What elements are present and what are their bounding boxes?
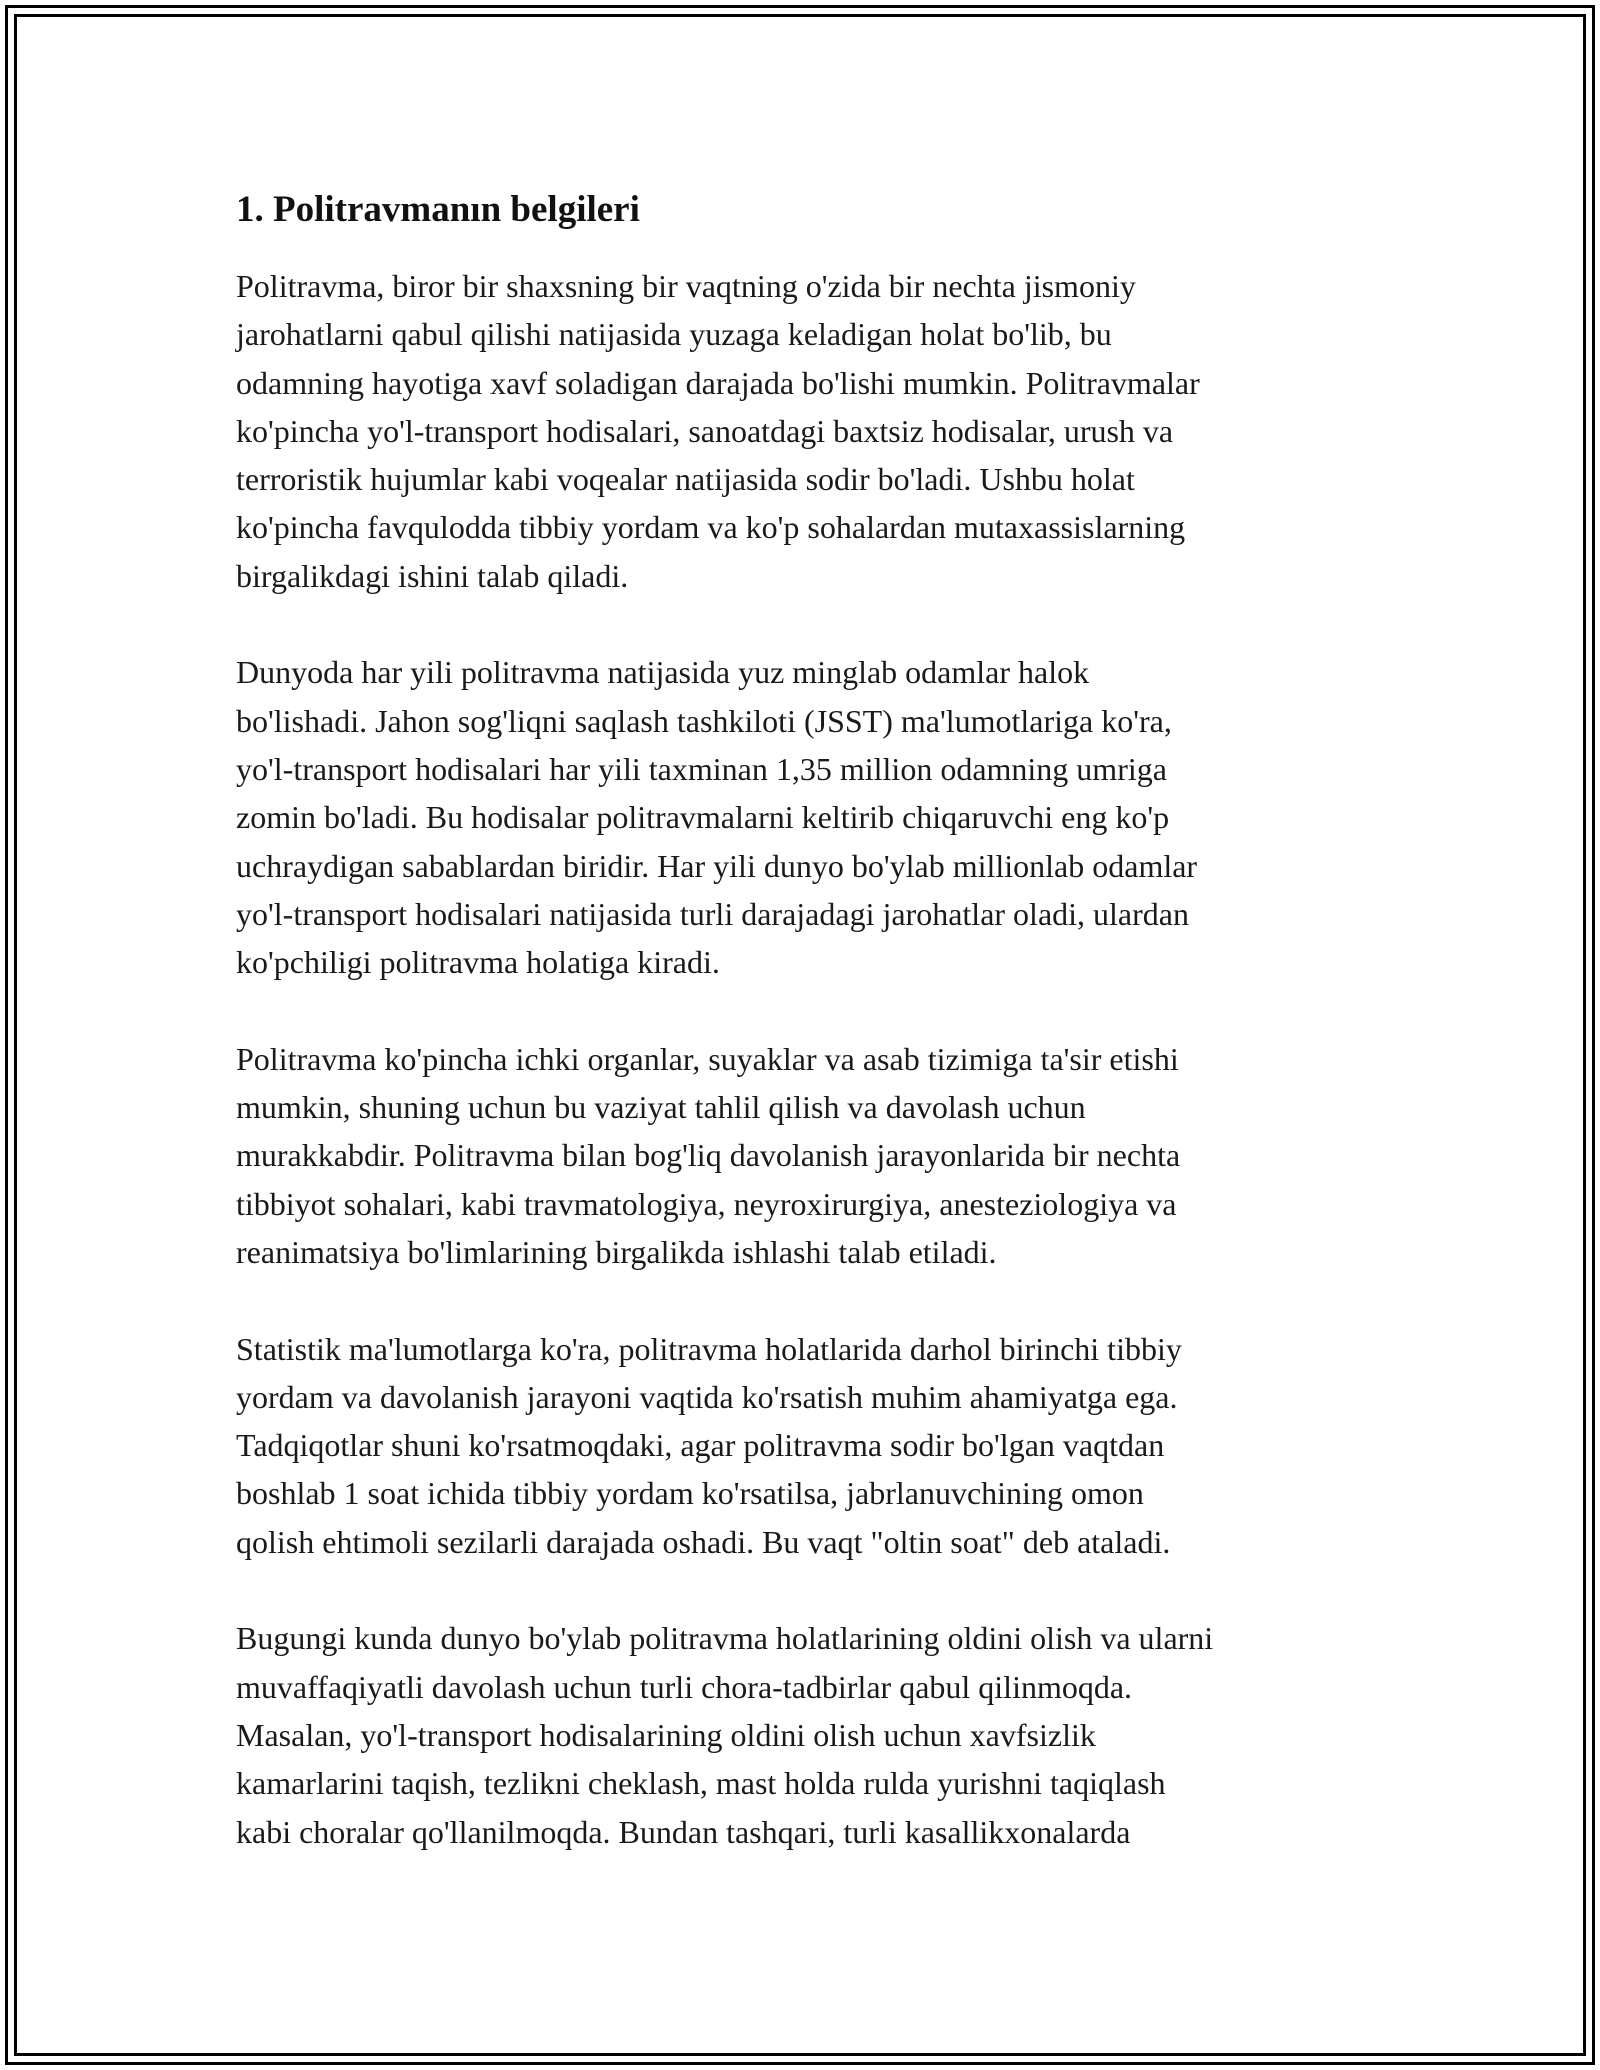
document-body	[236, 186, 1376, 1904]
paragraph-5: Bugungi kunda dunyo bo'ylab politravma holatlarining oldini olish va ularni muvaffaqiyatli davolash uchun turli chora-tadbirlar qabul qilinmoqda. Masalan, yo'l-transport hodisalarining oldini olish uchun xavfsizlik kamarlarini taqish, tezlikni cheklash, mast holda rulda yurishni taqiqlash kabi choralar qo'llanilmoqda. Bundan tashqari, turli kasallikxonalarda	[236, 1620, 1214, 1850]
paragraph-4: Statistik ma'lumotlarga ko'ra, politravma holatlarida darhol birinchi tibbiy yordam va davolanish jarayoni vaqtida ko'rsatish muhim ahamiyatga ega. Tadqiqotlar shuni ko'rsatmoqdaki, agar politravma sodir bo'lgan vaqtdan boshlab 1 soat ichida tibbiy yordam ko'rsatilsa, jabrlanuvchining omon qolish ehtimoli sezilarli darajada oshadi. Bu vaqt "oltin soat" deb ataladi.	[236, 1330, 1182, 1560]
paragraph-1: Politravma, biror bir shaxsning bir vaqtning o'zida bir nechta jismoniy jarohatlarni qabul qilishi natijasida yuzaga keladigan holat bo'lib, bu odamning hayotiga xavf soladigan darajada bo'lishi mumkin. Politravmalar ko'pincha yo'l-transport hodisalari, sanoatdagi baxtsiz hodisalar, urush va terroristik hujumlar kabi voqealar natijasida sodir bo'ladi. Ushbu holat ko'pincha favqulodda tibbiy yordam va ko'p sohalardan mutaxassislarning birgalikdagi ishini talab qiladi.	[236, 268, 1200, 594]
paragraph-3: Politravma ko'pincha ichki organlar, suyaklar va asab tizimiga ta'sir etishi mumkin, shuning uchun bu vaziyat tahlil qilish va davolash uchun murakkabdir. Politravma bilan bog'liq davolanish jarayonlarida bir nechta tibbiyot sohalari, kabi travmatologiya, neyroxirurgiya, anesteziologiya va reanimatsiya bo'limlarining birgalikda ishlashi talab etiladi.	[236, 1040, 1181, 1270]
section-heading: 1. Politravmanın belgileri	[236, 189, 640, 230]
paragraph-2: Dunyoda har yili politravma natijasida yuz minglab odamlar halok bo'lishadi. Jahon sog'liqni saqlash tashkiloti (JSST) ma'lumotlariga ko'ra, yo'l-transport hodisalari har yili taxminan 1,35 million odamning umriga zomin bo'ladi. Bu hodisalar politravmalarni keltirib chiqaruvchi eng ko'p uchraydigan sabablardan biridir. Har yili dunyo bo'ylab millionlab odamlar yo'l-transport hodisalari natijasida turli darajadagi jarohatlar oladi, ulardan ko'pchiligi politravma holatiga kiradi.	[236, 654, 1198, 981]
